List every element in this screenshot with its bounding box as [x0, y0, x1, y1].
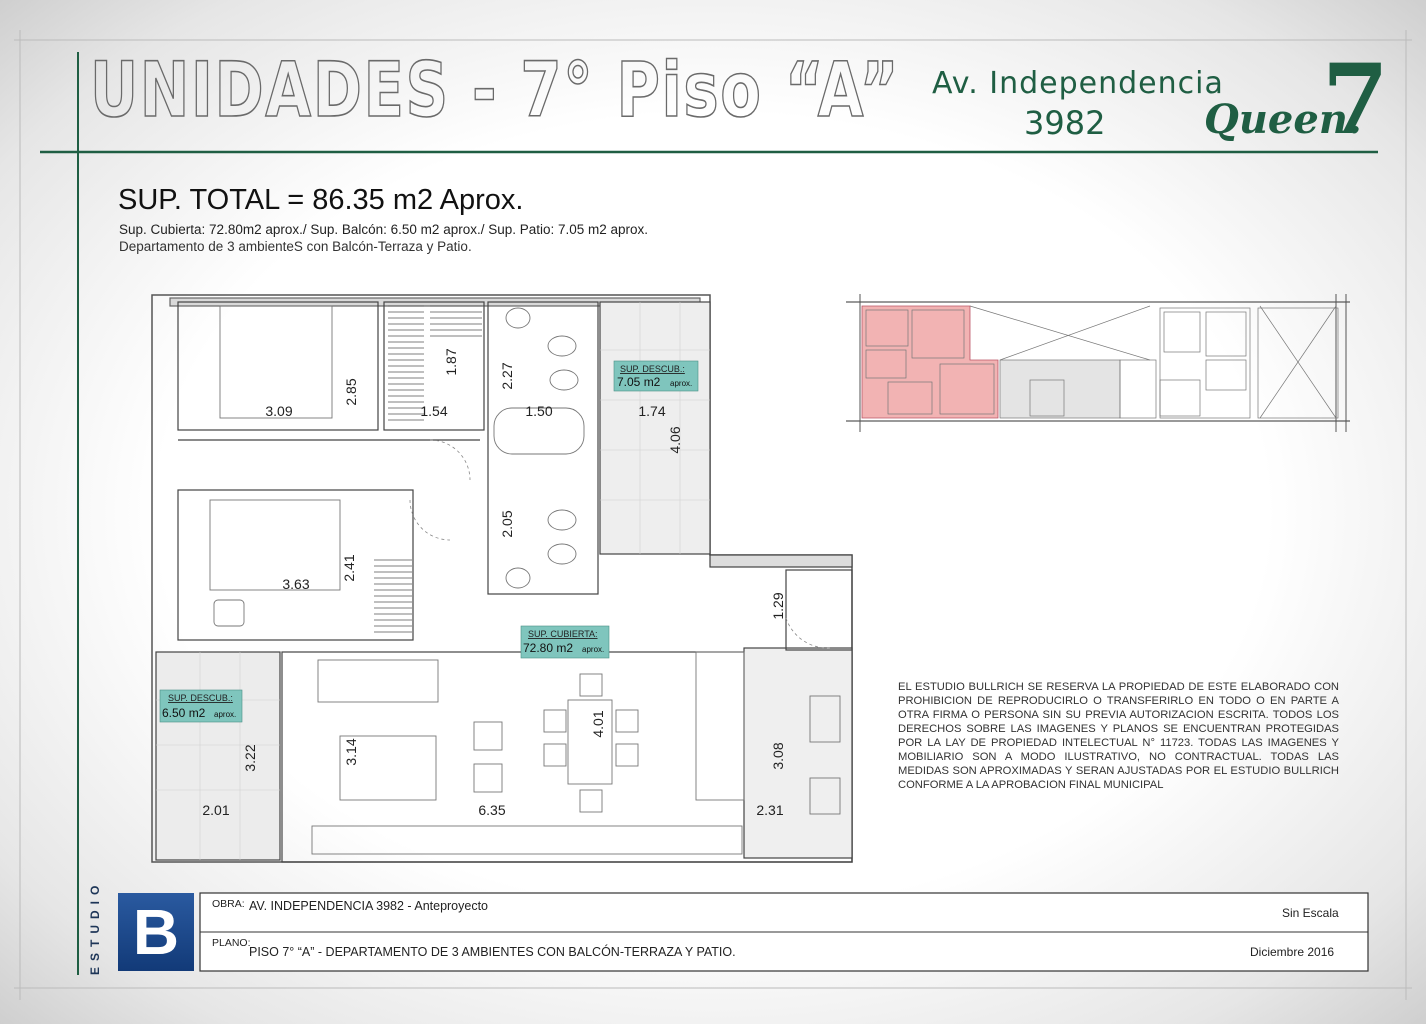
studio-logo: B — [118, 893, 194, 971]
total-surface: SUP. TOTAL = 86.35 m2 Aprox. — [118, 184, 524, 216]
dimension-label: 2.85 — [343, 378, 359, 406]
dimension-label: 3.63 — [282, 576, 310, 592]
dimension-label: 3.14 — [343, 738, 359, 766]
plano-label: PLANO: — [212, 937, 251, 949]
svg-text:aprox.: aprox. — [670, 379, 693, 388]
svg-text:72.80 m2: 72.80 m2 — [523, 641, 574, 655]
svg-text:aprox.: aprox. — [214, 710, 237, 719]
svg-text:aprox.: aprox. — [582, 645, 605, 654]
dimension-label: 3.22 — [242, 744, 258, 772]
unit-description: Departamento de 3 ambienteS con Balcón-Terraza y Patio. — [119, 239, 472, 254]
date: Diciembre 2016 — [1250, 945, 1335, 959]
balcony-area-badge — [160, 690, 242, 722]
svg-text:SUP. DESCUB.:: SUP. DESCUB.: — [620, 364, 685, 374]
address-street: Av. Independencia — [932, 66, 1224, 101]
dimension-label: 1.74 — [638, 403, 666, 419]
address-number: 3982 — [1024, 104, 1106, 142]
legal-disclaimer: EL ESTUDIO BULLRICH SE RESERVA LA PROPIEDAD DE ESTE ELABORADO CON PROHIBICION DE REPRODUCIRLO O TRANSFERIRLO EN TODO O EN PARTE A OTRA FIRMA O PERSONA SIN SU PREVIA AUTORIZACION ESCRITA. TODOS LOS DERECHOS SOBRE LAS IMAGENES Y PLANOS SE ENCUENTRAN PROTEGIDAS POR LA LAY DE PROPIEDAD INTELECTUAL N° 11723. TODAS LAS IMAGENES Y MOBILIARIO SON A MODO ILUSTRATIVO, NO CONTRACTUAL. TODAS LAS MEDIDAS SON APROXIMADAS Y SERAN AJUSTADAS POR EL ESTUDIO BULLRICH CONFORME A LA APROBACION FINAL MUNICIPAL — [898, 681, 1339, 791]
brand-logo-word: Queen. — [1204, 96, 1362, 143]
plano-value: PISO 7° “A” - DEPARTAMENTO DE 3 AMBIENTES CON BALCÓN-TERRAZA Y PATIO. — [249, 945, 736, 959]
obra-value: AV. INDEPENDENCIA 3982 - Anteproyecto — [249, 899, 489, 913]
brand-logo-number: 7 — [1322, 43, 1389, 156]
dimension-label: 4.01 — [590, 710, 606, 738]
patio-area-badge — [614, 361, 698, 391]
key-plan — [838, 290, 1358, 436]
highlighted-unit — [862, 306, 998, 418]
dimension-label: 4.06 — [667, 426, 683, 454]
svg-text:SUP. CUBIERTA:: SUP. CUBIERTA: — [528, 629, 598, 639]
dimension-label: 1.87 — [443, 348, 459, 376]
page-title: UNIDADES - 7° Piso “A” — [90, 45, 901, 134]
studio-label-vertical: ESTUDIO — [88, 879, 102, 975]
dimension-label: 2.01 — [202, 802, 230, 818]
svg-text:6.50 m2: 6.50 m2 — [162, 706, 206, 720]
svg-text:SUP. DESCUB.:: SUP. DESCUB.: — [168, 693, 233, 703]
svg-text:7.05 m2: 7.05 m2 — [617, 375, 661, 389]
scale-note: Sin Escala — [1282, 906, 1339, 920]
dimension-label: 2.05 — [499, 510, 515, 538]
dimension-label: 2.31 — [756, 802, 784, 818]
dimension-label: 6.35 — [478, 802, 506, 818]
dimension-label: 3.09 — [265, 403, 293, 419]
obra-label: OBRA: — [212, 898, 245, 910]
dimension-label: 1.54 — [420, 403, 448, 419]
floor-plan — [140, 285, 870, 875]
dimension-label: 2.27 — [499, 362, 515, 390]
dimension-label: 2.41 — [341, 554, 357, 582]
surface-breakdown: Sup. Cubierta: 72.80m2 aprox./ Sup. Balcón: 6.50 m2 aprox./ Sup. Patio: 7.05 m2 aprox. — [119, 222, 649, 237]
dimension-label: 1.50 — [525, 403, 553, 419]
dimension-label: 1.29 — [770, 592, 786, 620]
covered-area-badge — [521, 626, 609, 658]
dimension-label: 3.08 — [770, 742, 786, 770]
